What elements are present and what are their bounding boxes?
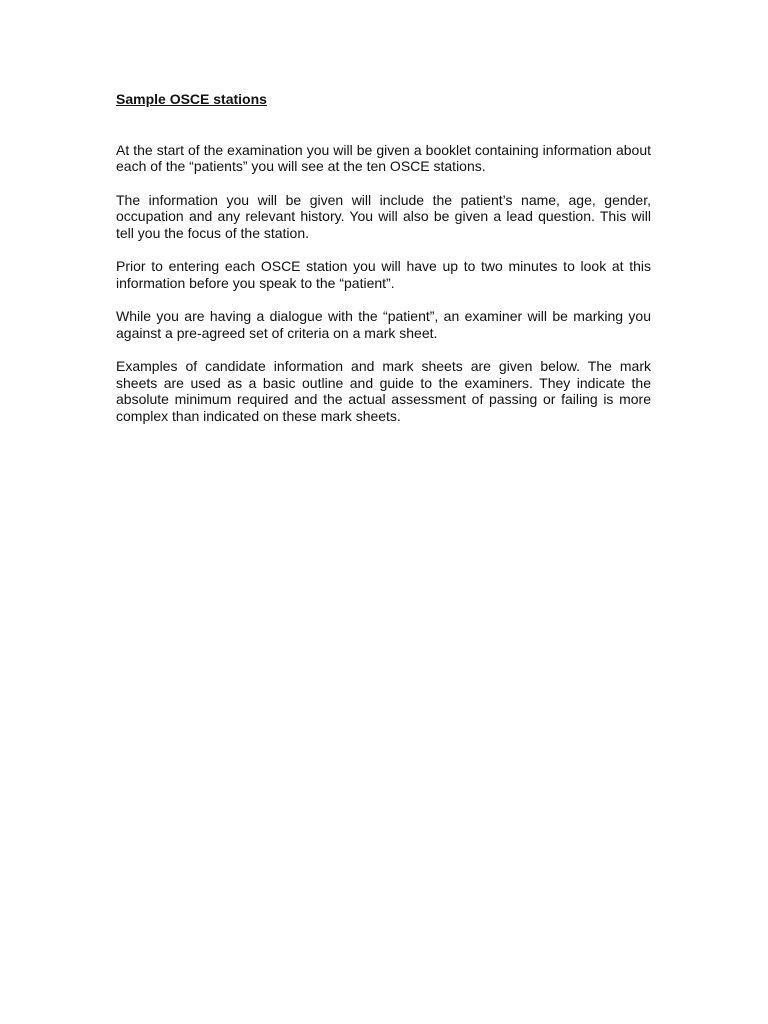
paragraph-examples: Examples of candidate information and mark sheets are given below. The mark sheets are used as a basic outline and guide to the examiners. They indicate the absolute minimum required and the actual assessment of passing or failing is more complex than indicated on these mark sheets. xyxy=(116,358,651,424)
paragraph-dialogue: While you are having a dialogue with the “patient”, an examiner will be marking you against a pre-agreed set of criteria on a mark sheet. xyxy=(116,308,651,341)
page-title: Sample OSCE stations xyxy=(116,91,267,107)
paragraph-prior-entry: Prior to entering each OSCE station you will have up to two minutes to look at this information before you speak to the “patient”. xyxy=(116,258,651,291)
paragraph-booklet: At the start of the examination you will be given a booklet containing information about each of the “patients” you will see at the ten OSCE stations. xyxy=(116,141,651,174)
document-body xyxy=(116,91,651,441)
paragraph-patient-info: The information you will be given will include the patient’s name, age, gender, occupation and any relevant history. You will also be given a lead question. This will tell you the focus of the station. xyxy=(116,191,651,241)
